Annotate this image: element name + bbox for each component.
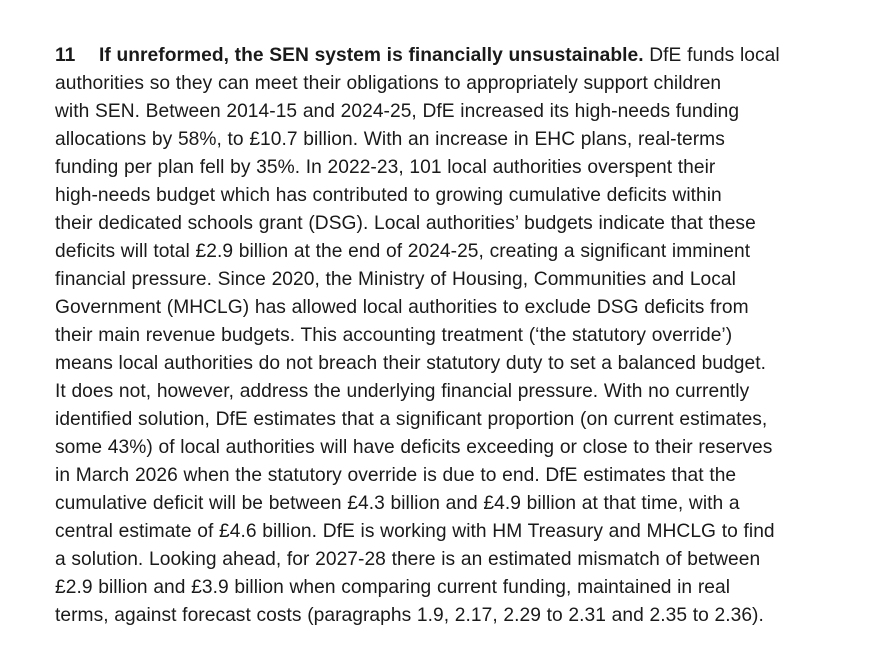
paragraph-first-line-text: DfE funds local [643,45,780,66]
paragraph-line: cumulative deficit will be between £4.3 billion and £4.9 billion at that time, with a [55,493,740,514]
paragraph-line: financial pressure. Since 2020, the Ministry of Housing, Communities and Local [55,269,736,290]
paragraph-heading: If unreformed, the SEN system is financially unsustainable. [99,45,644,66]
paragraph-line: some 43%) of local authorities will have deficits exceeding or close to their reserves [55,437,773,458]
paragraph-line: allocations by 58%, to £10.7 billion. With an increase in EHC plans, real-terms [55,129,725,150]
paragraph-line: their main revenue budgets. This accounting treatment (‘the statutory override’) [55,325,733,346]
paragraph-11 [55,42,850,630]
paragraph-line: central estimate of £4.6 billion. DfE is working with HM Treasury and MHCLG to find [55,521,775,542]
paragraph-first-line [55,42,850,70]
paragraph-line: in March 2026 when the statutory override is due to end. DfE estimates that the [55,465,737,486]
paragraph-line: deficits will total £2.9 billion at the end of 2024-25, creating a significant imminent [55,241,751,262]
paragraph-number: 11 [55,45,76,66]
paragraph-line: with SEN. Between 2014-15 and 2024-25, DfE increased its high-needs funding [55,101,740,122]
paragraph-line: £2.9 billion and £3.9 billion when comparing current funding, maintained in real [55,577,731,598]
paragraph-line: terms, against forecast costs (paragraphs 1.9, 2.17, 2.29 to 2.31 and 2.35 to 2.36). [55,605,764,626]
paragraph-line: funding per plan fell by 35%. In 2022-23, 101 local authorities overspent their [55,157,716,178]
paragraph-line: identified solution, DfE estimates that a significant proportion (on current estimates, [55,409,768,430]
paragraph-line: their dedicated schools grant (DSG). Local authorities’ budgets indicate that these [55,213,756,234]
paragraph-line: It does not, however, address the underlying financial pressure. With no currently [55,381,750,402]
paragraph-line: authorities so they can meet their obligations to appropriately support children [55,73,722,94]
paragraph-line: a solution. Looking ahead, for 2027-28 there is an estimated mismatch of between [55,549,761,570]
paragraph-line: high-needs budget which has contributed to growing cumulative deficits within [55,185,722,206]
paragraph-line: means local authorities do not breach their statutory duty to set a balanced budget. [55,353,767,374]
paragraph-line: Government (MHCLG) has allowed local authorities to exclude DSG deficits from [55,297,749,318]
